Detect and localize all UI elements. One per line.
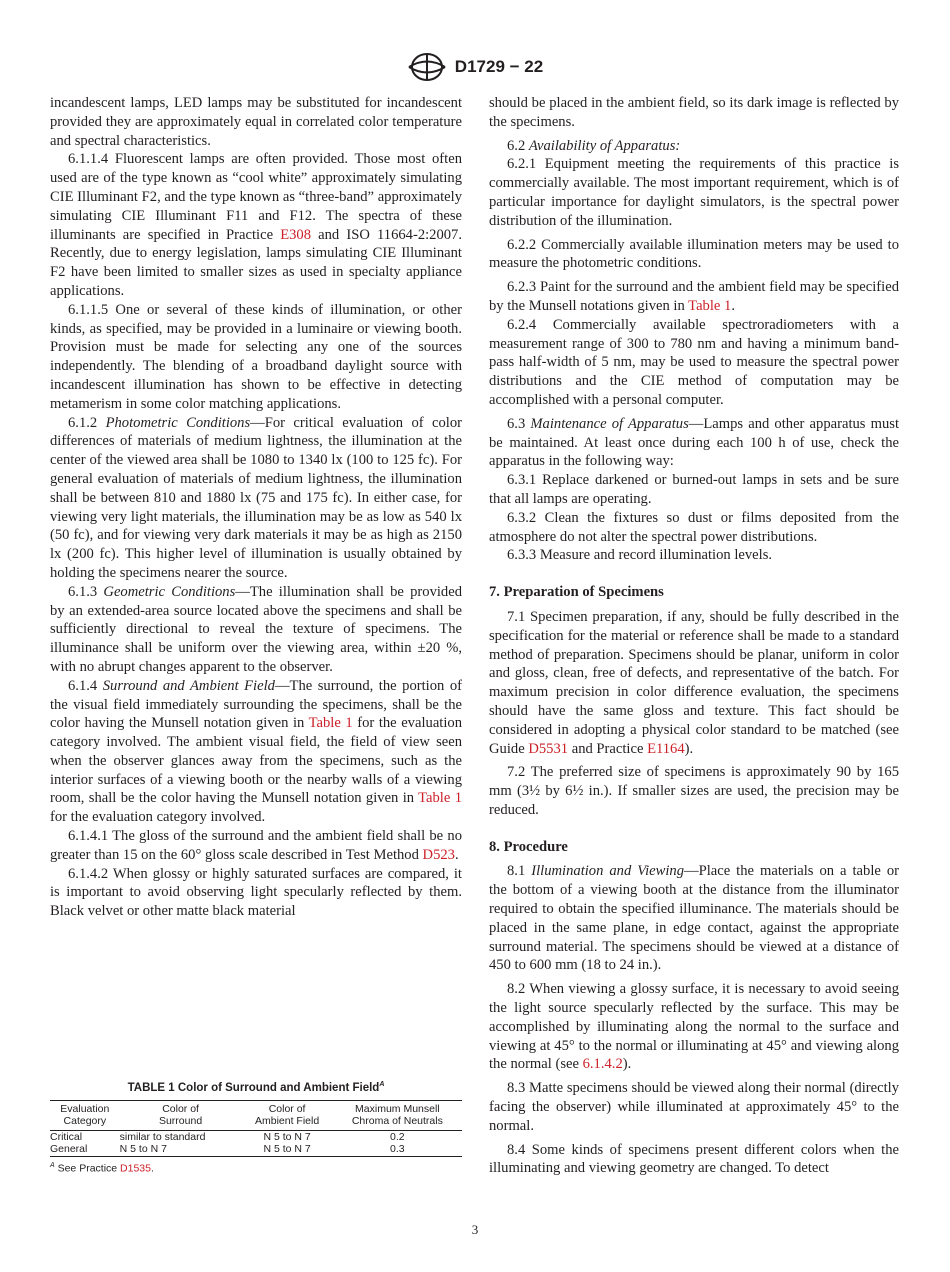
right-column — [489, 94, 899, 1178]
paragraph: 6.2.4 Commercially available spectroradiometers with a measurement range of 300 to 780 nm and having a minimum band-pass half-width of 5 nm, may be used to measure the spectral power distributions and the CIE method of computation may be accomplished with a personal computer. — [489, 316, 899, 408]
paragraph: 6.2.1 Equipment meeting the requirements of this practice is commercially available. The most important requirement, which is of particular importance for daylight simulators, is the spectral power distribution of the illumination. — [489, 156, 899, 229]
paragraph: 6.3 Maintenance of Apparatus—Lamps and other apparatus must be maintained. At least once during each 100 h of use, check the apparatus in the following way: — [489, 415, 900, 470]
left-column — [50, 94, 462, 921]
column-header: Color of Ambient Field — [254, 1102, 320, 1128]
link-table-1[interactable]: Table 1 — [418, 790, 462, 807]
table-1 — [50, 1081, 462, 1174]
link-d1535[interactable]: D1535 — [120, 1162, 151, 1175]
table-cell: 0.3 — [390, 1143, 405, 1156]
paragraph: should be placed in the ambient field, so its dark image is reflected by the specimens. — [489, 95, 899, 130]
column-header: Maximum Munsell Chroma of Neutrals — [351, 1102, 443, 1128]
paragraph: 6.1.4.2 When glossy or highly saturated surfaces are compared, it is important to avoid observing light specularly reflected by them. Black velvet or other matte black material — [50, 865, 462, 920]
paragraph: 8.1 Illumination and Viewing—Place the materials on a table or the bottom of a viewing booth at the distance from the illuminator required to obtain the specified illuminance. The materials should be placed in the same plane, in edge contact, against the appropriate surround material. The specimens should be viewed at a distance of 450 to 600 mm (18 to 24 in.). — [489, 863, 900, 974]
table-cell: N 5 to N 7 — [119, 1143, 167, 1156]
column-header: Color of Surround — [158, 1102, 203, 1128]
paragraph: 6.1.4 Surround and Ambient Field—The surround, the portion of the visual field immediately surrounding the specimens, shall be the color having the Munsell notation given in Table 1 for the evaluation category involved. The ambient visual field, the field of view seen when the observer glances away from the specimens, such as the interior surfaces of a viewing booth or the nearby walls of a viewing room, shall be the color having the Munsell notation given in Table 1 for the evaluation category involved. — [50, 677, 462, 826]
standard-designation: D1729 − 22 — [454, 57, 544, 76]
paragraph: 6.1.1.4 Fluorescent lamps are often provided. Those most often used are of the type known as “cool white” approximately simulating CIE Illuminant F2, and the type known as “three-band” approximately simulating CIE Illuminant F11 and F12. The spectra of these illuminants are specified in Practice E308 and ISO 11664-2:2007. Recently, due to energy legislation, lamps simulating CIE Illuminant F2 have been limited to smaller sizes as used in specialty appliance applications. — [50, 151, 463, 299]
page-number: 3 — [471, 1222, 479, 1237]
paragraph: 6.3.2 Clean the fixtures so dust or films deposited from the atmosphere do not alter the spectral power distributions. — [489, 509, 899, 545]
paragraph: 6.3.3 Measure and record illumination levels. — [507, 547, 773, 564]
link-table-1[interactable]: Table 1 — [688, 297, 732, 314]
section-heading: 7. Preparation of Specimens — [489, 584, 664, 601]
paragraph: 6.1.3 Geometric Conditions—The illumination shall be provided by an extended-area source located above the specimens and shall be sufficiently directional to reveal the texture of specimens. The illuminance shall be uniform over the viewing area, within ±20 %, with no abrupt changes apparent to the observer. — [50, 583, 462, 675]
link-e1164[interactable]: E1164 — [647, 740, 685, 757]
table-footnote: $^A$ See Practice D1535. — [50, 1161, 154, 1175]
link-e308[interactable]: E308 — [280, 226, 312, 243]
paragraph: 6.3.1 Replace darkened or burned-out lamps in sets and be sure that all lamps are operating. — [489, 472, 899, 507]
paragraph: 6.2.2 Commercially available illumination meters may be used to measure the photometric conditions. — [489, 236, 899, 272]
paragraph: 6.2.3 Paint for the surround and the ambient field may be specified by the Munsell notations given in Table 1. — [489, 279, 899, 314]
paragraph: 6.1.1.5 One or several of these kinds of illumination, or other kinds, as specified, may be provided in a luminaire or viewing booth. Provision must be made for selecting any one of the sources independently. The blending of a broadband daylight source with incandescent illumination has shown to be effective in detecting metamerism in some color matching applications. — [50, 301, 462, 412]
astm-logo-icon — [407, 52, 447, 82]
column-header: Evaluation Category — [60, 1102, 110, 1128]
paragraph: 8.2 When viewing a glossy surface, it is necessary to avoid seeing the light source specularly reflected by the surface. This may be accomplished by illuminating along the normal to the surface and viewing at 45° to the normal or illuminating at 45° and viewing along the normal (see 6.1.4.2). — [489, 981, 899, 1073]
table-cell: N 5 to N 7 — [263, 1143, 311, 1156]
table-cell: Critical — [50, 1130, 83, 1143]
table-cell: 0.2 — [390, 1130, 405, 1143]
table-row — [50, 1130, 462, 1143]
paragraph: 6.1.2 Photometric Conditions—For critical evaluation of color differences of materials of medium lightness, the illumination at the center of the viewed area shall be 1080 to 1340 lx (100 to 125 fc). For general evaluation of materials of medium lightness, the illumination shall be between 810 and 1880 lx (75 and 175 fc). In either case, for viewing very light materials, the illumination may be as low as 540 lx (50 fc), and for viewing very dark materials it may be as high as 2150 lx (200 fc). This higher level of illumination is usually obtained by holding the specimens nearer the source. — [50, 414, 462, 581]
paragraph: 8.4 Some kinds of specimens present different colors when the illuminating and viewing geometry are changed. To detect — [489, 1141, 899, 1177]
link-table-1[interactable]: Table 1 — [308, 715, 353, 732]
table-header-row — [50, 1100, 462, 1130]
table-cell: similar to standard — [119, 1130, 206, 1143]
page-header — [0, 52, 950, 82]
paragraph: 7.2 The preferred size of specimens is approximately 90 by 165 mm (3½ by 6½ in.). If smaller sizes are used, the precision may be reduced. — [489, 764, 899, 818]
paragraph: 7.1 Specimen preparation, if any, should be fully described in the specification for the material or reference shall be made to a standard method of preparation. Specimens should be planar, uniform in color and gloss, clean, free of defects, and representative of the batch. For maximum precision in color difference evaluation, the specimens should have the same gloss and texture. This fact should be considered in adopting a physical color standard to be matched (see Guide D5531 and Practice E1164). — [489, 608, 899, 757]
data-table — [50, 1100, 462, 1157]
table-cell: N 5 to N 7 — [263, 1130, 311, 1143]
link-d523[interactable]: D523 — [422, 846, 455, 863]
section-heading: 8. Procedure — [489, 838, 568, 855]
paragraph: incandescent lamps, LED lamps may be substituted for incandescent provided they are approximately equal in correlated color temperature and spectral characteristics. — [50, 95, 462, 149]
paragraph: 8.3 Matte specimens should be viewed along their normal (directly facing the observer) while illuminated at approximately 45° to the normal. — [489, 1080, 899, 1134]
table-cell: General — [50, 1143, 88, 1156]
paragraph: 6.2 Availability of Apparatus: — [507, 137, 681, 154]
table-title: TABLE 1 Color of Surround and Ambient Field$^A$ — [127, 1081, 385, 1094]
paragraph: 6.1.4.1 The gloss of the surround and the ambient field shall be no greater than 15 on the 60° gloss scale described in Test Method D523. — [50, 828, 462, 863]
link-6-1-4-2[interactable]: 6.1.4.2 — [582, 1056, 623, 1073]
table-row — [50, 1143, 462, 1156]
link-d5531[interactable]: D5531 — [528, 740, 569, 757]
